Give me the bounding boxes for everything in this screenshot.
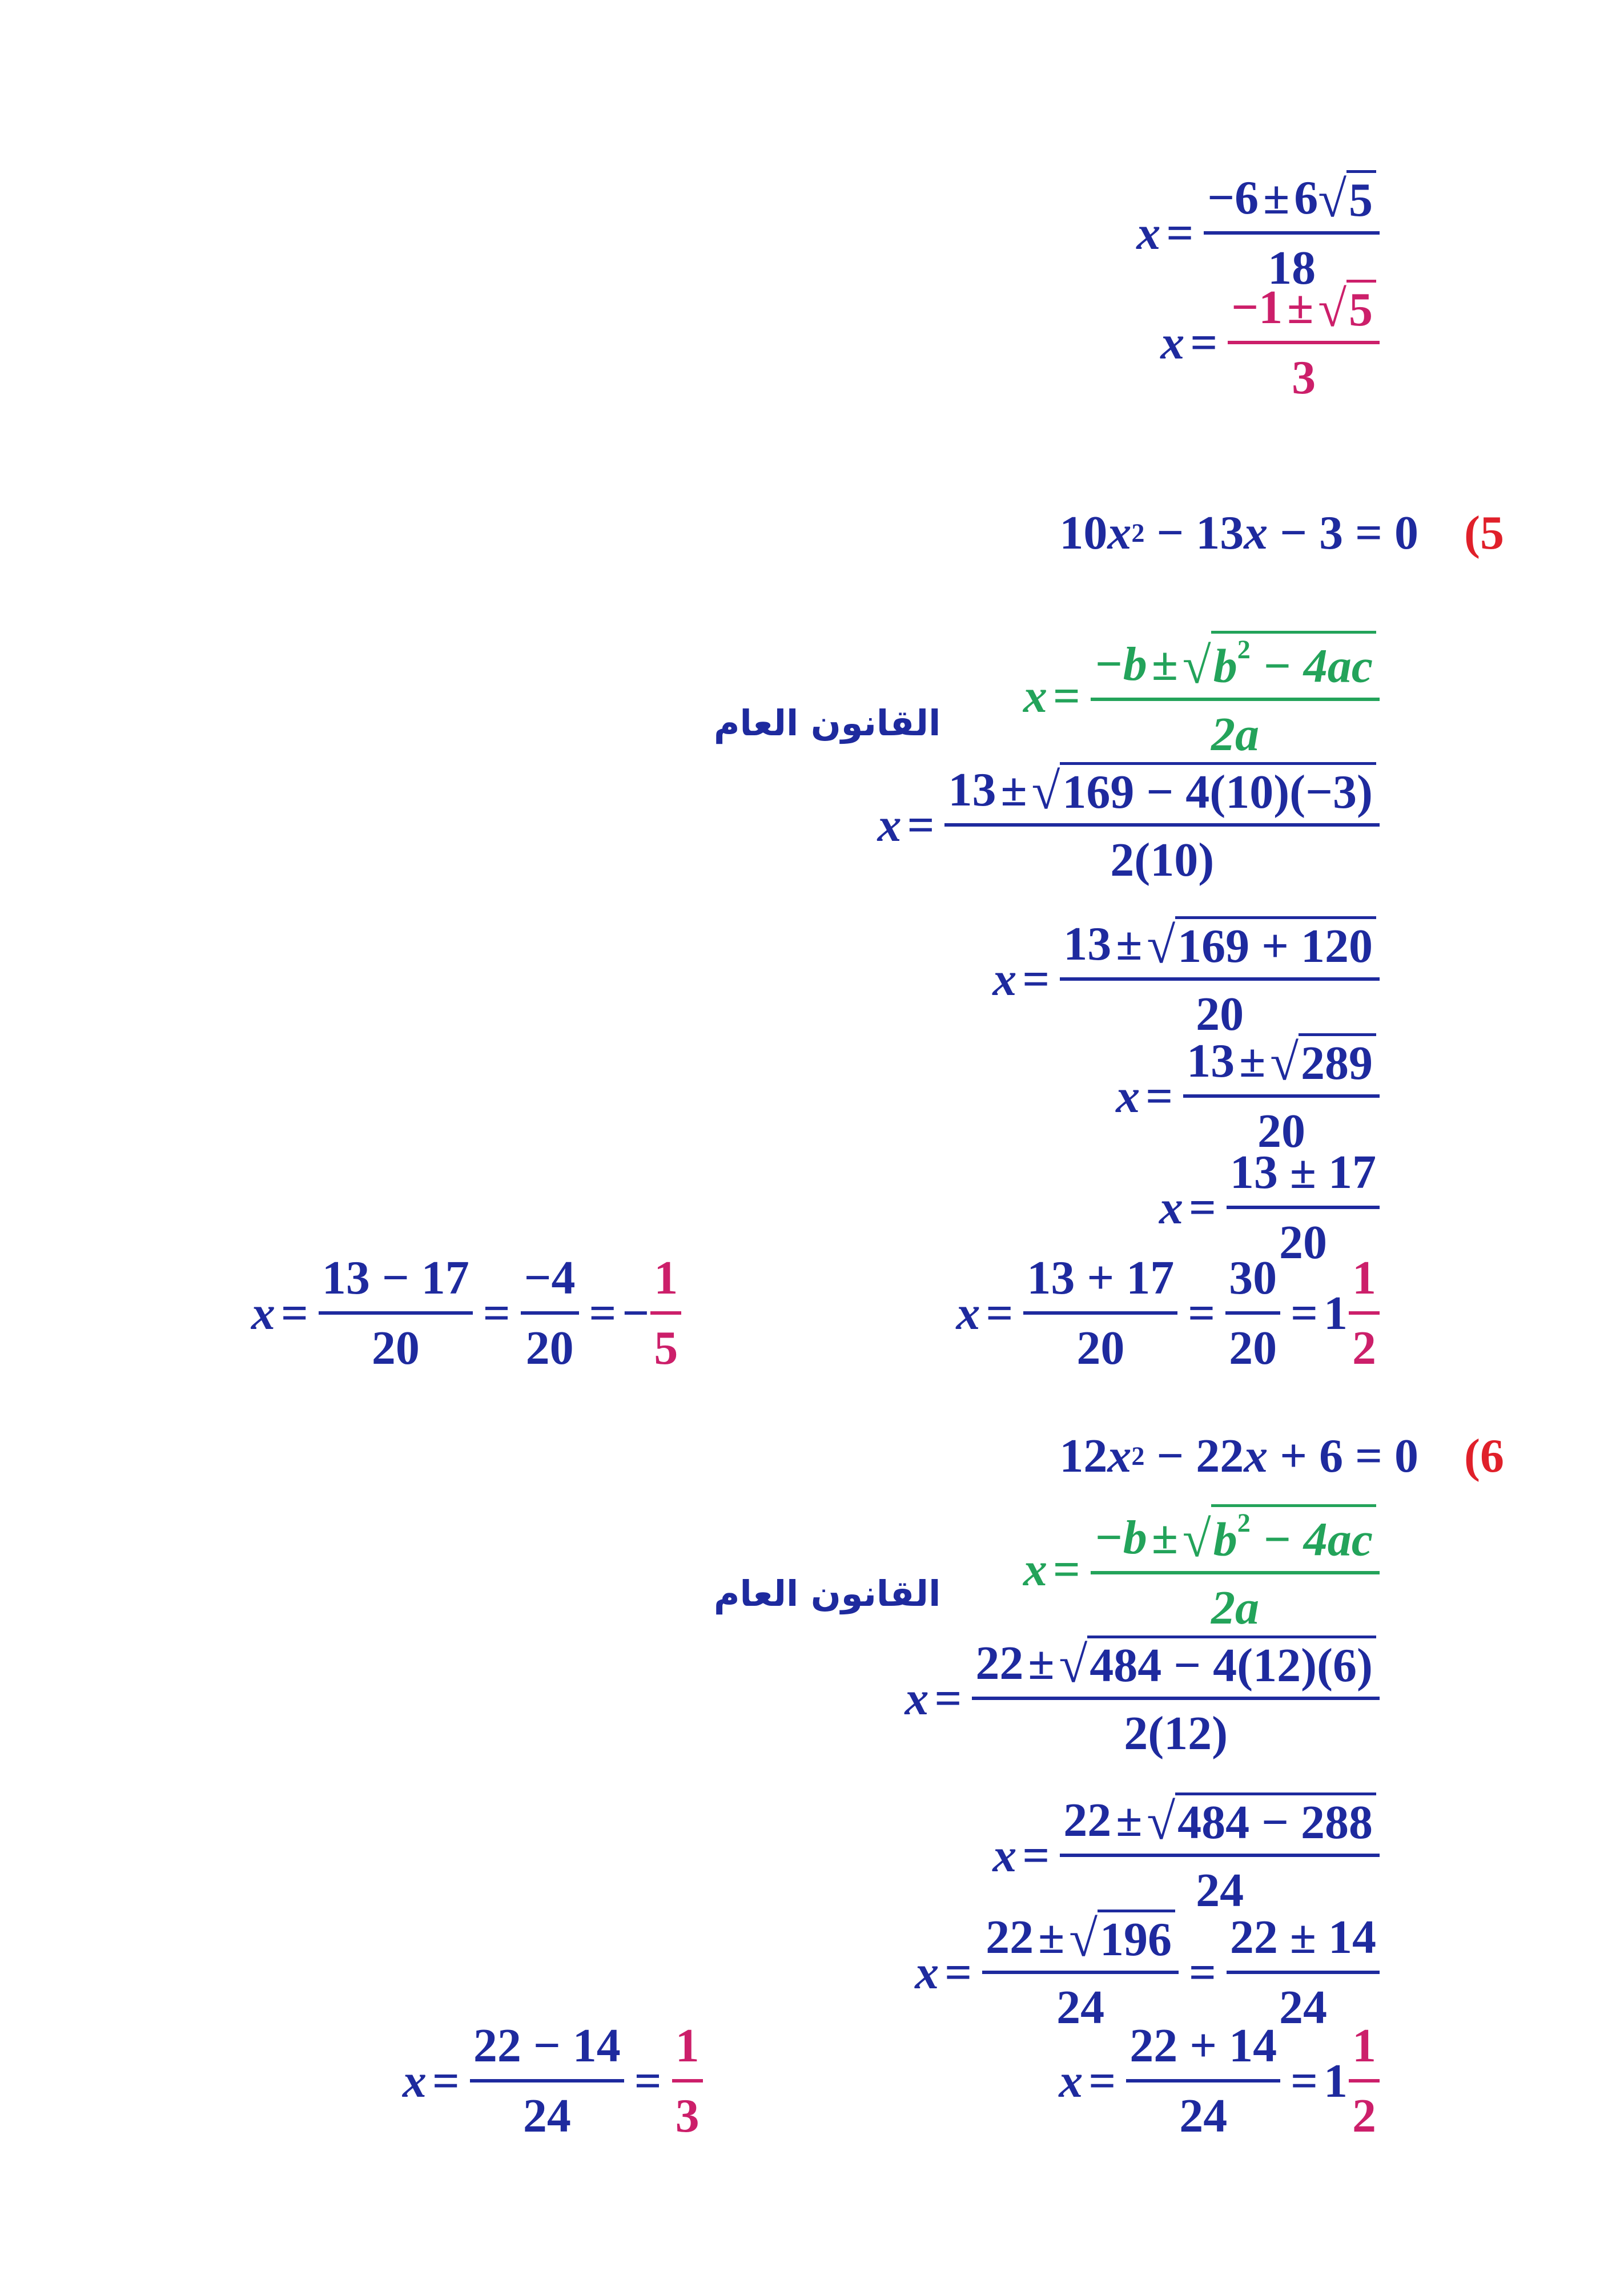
radicand: 484 − 288: [1175, 1793, 1376, 1848]
b: b: [1213, 1513, 1237, 1566]
equals-sign: =: [634, 2054, 662, 2108]
numerator-term: 13: [1063, 917, 1112, 971]
numerator: 1: [1349, 1250, 1380, 1315]
denominator: 2a: [1211, 1581, 1259, 1634]
radicand: 289: [1299, 1033, 1376, 1089]
radicand: 5: [1346, 170, 1376, 225]
denominator: 20: [1229, 1322, 1277, 1375]
result-fraction: [1349, 1250, 1380, 1376]
plus-minus-sign: ±: [1116, 917, 1143, 971]
result-fraction: [672, 2018, 703, 2144]
equals-sign: =: [1291, 1286, 1318, 1340]
radical: √ 289: [1270, 1033, 1376, 1089]
numerator: 22 ± 14: [1227, 1910, 1380, 1974]
denominator: 24: [522, 2089, 571, 2142]
problem-number-6: (6: [1464, 1429, 1504, 1483]
var-x: x: [1107, 506, 1132, 559]
radical: √ $b^2 - 4ac$: [1183, 631, 1376, 692]
numerator: 22 − 14: [470, 2018, 624, 2082]
denominator: 3: [1292, 351, 1316, 405]
denominator: 2(10): [1110, 833, 1215, 887]
exponent: 2: [1237, 635, 1251, 664]
plus-minus-sign: ±: [1000, 763, 1027, 817]
p6-sub2: [992, 1793, 1384, 1918]
fraction: [470, 2018, 624, 2144]
numerator: 13 + 17: [1023, 1250, 1177, 1315]
var-x: x: [992, 1828, 1017, 1882]
minus-4ac: − 4ac: [1250, 639, 1373, 693]
p5-root-minus: [251, 1250, 686, 1376]
exponent: 2: [1131, 1441, 1145, 1471]
plus-minus-sign: ±: [1028, 1637, 1055, 1690]
whole-part: 1: [1324, 1286, 1348, 1340]
radical: √ 196: [1069, 1910, 1175, 1965]
denominator: 5: [654, 1322, 678, 1375]
quadratic-formula-fraction: [1091, 1504, 1380, 1636]
exponent: 2: [1237, 1508, 1251, 1537]
radical: √ 169 + 120: [1147, 916, 1376, 972]
problem-number-5: (5: [1464, 506, 1504, 559]
var-x: x: [905, 1671, 929, 1725]
fraction: [972, 1636, 1380, 1761]
equals-sign: =: [432, 2054, 460, 2108]
numerator-term: −6: [1207, 171, 1259, 225]
p5-coef-a: 10: [1059, 506, 1108, 559]
p5-general-formula: [1023, 631, 1384, 762]
result-fraction: [1349, 2018, 1380, 2144]
equals-sign: =: [1188, 1286, 1216, 1340]
equals-sign: =: [1145, 1069, 1173, 1123]
denominator: 24: [1179, 2089, 1228, 2142]
minus-sign: −: [622, 1286, 650, 1340]
numerator-term: 22: [986, 1911, 1034, 1964]
radicand: 484 − 4(12)(6): [1087, 1636, 1376, 1691]
p6-root-minus: [403, 2018, 708, 2144]
fraction: [944, 762, 1380, 888]
numerator: 30: [1225, 1250, 1280, 1315]
p4-step2-result: [1160, 280, 1384, 405]
neg-b: −b: [1094, 1510, 1147, 1564]
numerator-term: 22: [1063, 1794, 1112, 1847]
equals-sign: =: [1053, 670, 1080, 723]
p6-root-plus: [1059, 2018, 1384, 2144]
radicand: 169 + 120: [1175, 916, 1376, 972]
var-x: x: [1059, 2054, 1083, 2108]
result-fraction: [1228, 280, 1380, 405]
numerator-term: 13: [948, 763, 996, 817]
fraction: [1023, 1250, 1177, 1376]
fraction: [1183, 1033, 1380, 1159]
exponent: 2: [1131, 518, 1145, 547]
denominator: 2(12): [1124, 1707, 1228, 1761]
denominator: 2: [1352, 2089, 1376, 2142]
p5-equation: [1059, 505, 1504, 561]
whole-part: 1: [1324, 2054, 1348, 2108]
p6-equation: [1059, 1428, 1504, 1484]
plus-minus-sign: ±: [1287, 281, 1314, 335]
equals-sign: =: [1022, 1828, 1050, 1882]
fraction: [319, 1250, 473, 1376]
p6-sub1: [905, 1636, 1384, 1761]
plus-minus-sign: ±: [1038, 1911, 1065, 1964]
p5-tail: − 3 = 0: [1268, 506, 1419, 559]
denominator: 20: [1196, 988, 1244, 1041]
denominator: 18: [1268, 241, 1316, 295]
var-x: x: [1244, 506, 1268, 559]
fraction: [1060, 916, 1380, 1042]
numerator: 1: [672, 2018, 703, 2082]
numerator-term: 13: [1187, 1034, 1235, 1088]
denominator: 3: [675, 2089, 700, 2142]
numerator: 13 − 17: [319, 1250, 473, 1315]
p4-step1: [1136, 170, 1384, 296]
result-fraction: [650, 1250, 681, 1376]
numerator: 1: [650, 1250, 681, 1315]
p5-middle-term: − 13: [1144, 506, 1244, 559]
radicand: 196: [1098, 1910, 1175, 1965]
p6-sub3: [915, 1910, 1384, 2035]
equals-sign: =: [1190, 316, 1218, 369]
equals-sign: =: [589, 1286, 617, 1340]
equals-sign: =: [1088, 2054, 1116, 2108]
equals-sign: =: [907, 798, 935, 852]
denominator: 20: [1257, 1105, 1306, 1158]
p5-sub2: [992, 916, 1384, 1042]
fraction: [1060, 1793, 1380, 1918]
plus-minus-sign: ±: [1263, 171, 1290, 225]
radical: √ 169 − 4(10)(−3): [1032, 762, 1376, 817]
fraction: [982, 1910, 1179, 2035]
var-x: x: [1136, 206, 1161, 260]
equals-sign: =: [1189, 1181, 1216, 1234]
general-formula-label: القانون العام: [714, 1573, 941, 1614]
denominator: 24: [1196, 1864, 1244, 1918]
equals-sign: =: [1291, 2054, 1318, 2108]
numerator: 22 + 14: [1126, 2018, 1280, 2082]
p6-middle-term: − 22: [1144, 1429, 1244, 1483]
var-x: x: [1244, 1429, 1268, 1483]
radical: √ $b^2 - 4ac$: [1183, 1504, 1376, 1565]
denominator: 2a: [1211, 707, 1259, 761]
numerator: 1: [1349, 2018, 1380, 2082]
radical: √ 484 − 4(12)(6): [1059, 1636, 1376, 1691]
minus-4ac: − 4ac: [1250, 1513, 1373, 1566]
numerator: −4: [521, 1250, 579, 1315]
equals-sign: =: [483, 1286, 510, 1340]
denominator: 20: [525, 1322, 574, 1375]
p6-coef-a: 12: [1059, 1429, 1108, 1483]
var-x: x: [1023, 1543, 1048, 1597]
p5-sub3: [1116, 1033, 1384, 1159]
plus-minus-sign: ±: [1151, 637, 1178, 691]
radicand: 169 − 4(10)(−3): [1060, 762, 1376, 817]
equals-sign: =: [934, 1671, 962, 1725]
p6-general-formula: [1023, 1504, 1384, 1636]
var-x: x: [915, 1945, 939, 1999]
var-x: x: [1116, 1069, 1140, 1123]
equals-sign: =: [944, 1945, 972, 1999]
var-x: x: [1107, 1429, 1132, 1483]
denominator: 20: [1279, 1216, 1327, 1269]
plus-minus-sign: ±: [1116, 1794, 1143, 1847]
equals-sign: =: [1022, 952, 1050, 1006]
denominator: 24: [1056, 1981, 1105, 2035]
var-x: x: [1160, 316, 1185, 369]
fraction: [1204, 170, 1380, 296]
plus-minus-sign: ±: [1239, 1034, 1266, 1088]
general-formula-label: القانون العام: [714, 702, 941, 744]
fraction: [521, 1250, 579, 1376]
radical: √ 5: [1318, 170, 1376, 225]
p6-tail: + 6 = 0: [1268, 1429, 1419, 1483]
var-x: x: [1159, 1181, 1184, 1234]
numerator: 13 ± 17: [1227, 1145, 1380, 1209]
equals-sign: =: [281, 1286, 308, 1340]
quadratic-formula-fraction: [1091, 631, 1380, 762]
b: b: [1213, 639, 1237, 693]
equals-sign: =: [1166, 206, 1194, 260]
p5-root-plus: [956, 1250, 1385, 1376]
radicand: 5: [1346, 280, 1376, 335]
equals-sign: =: [986, 1286, 1014, 1340]
var-x: x: [992, 952, 1017, 1006]
equals-sign: =: [1053, 1543, 1080, 1597]
var-x: x: [403, 2054, 427, 2108]
fraction: [1126, 2018, 1280, 2144]
denominator: 20: [371, 1322, 420, 1375]
radical: √ 484 − 288: [1147, 1793, 1376, 1848]
plus-minus-sign: ±: [1151, 1510, 1178, 1564]
neg-b: −b: [1094, 637, 1147, 691]
coefficient: 6: [1294, 171, 1319, 225]
var-x: x: [956, 1286, 980, 1340]
fraction: [1227, 1910, 1380, 2035]
denominator: 24: [1279, 1981, 1327, 2035]
denominator: 20: [1076, 1322, 1125, 1375]
fraction: [1225, 1250, 1280, 1376]
radical: √ 5: [1318, 280, 1376, 335]
numerator-term: 22: [975, 1637, 1024, 1690]
numerator-term: −1: [1231, 281, 1283, 335]
var-x: x: [251, 1286, 275, 1340]
var-x: x: [1023, 670, 1048, 723]
var-x: x: [877, 798, 902, 852]
denominator: 2: [1352, 1322, 1376, 1375]
equals-sign: =: [1189, 1945, 1216, 1999]
p5-sub1: [878, 762, 1384, 888]
